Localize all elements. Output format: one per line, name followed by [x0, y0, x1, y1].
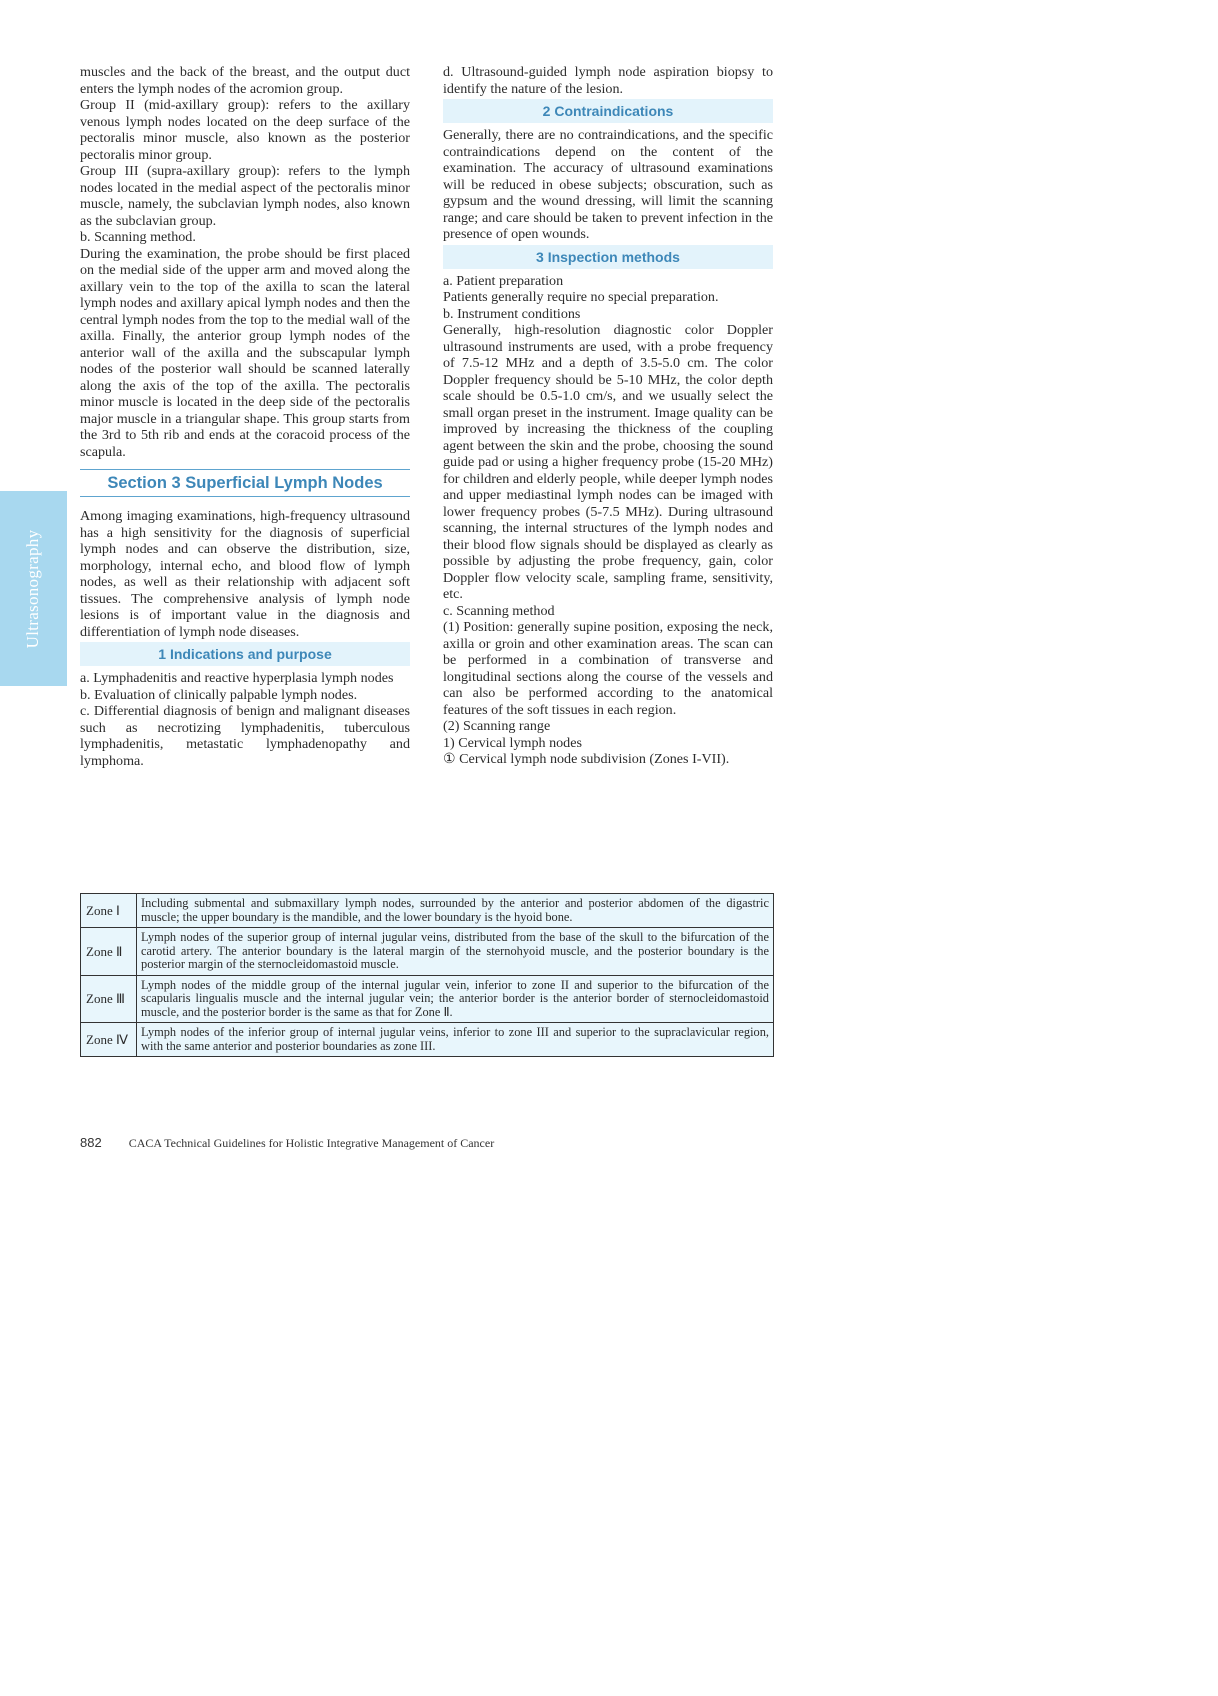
- section-intro: Among imaging examinations, high-frequency ultrasound has a high sensitivity for the diagnosis of superficial lymph nodes and can observe the distribution, size, morphology, internal echo, and blood flow of lymph nodes, as well as their relationship with adjacent soft tissues. The comprehensive analysis of lymph node lesions is of important value in the diagnosis and differentiation of lymph node diseases.: [80, 508, 410, 640]
- paragraph: During the examination, the probe should be first placed on the medial side of the upper arm and moved along the axillary vein to the top of the axilla to scan the lateral lymph nodes and axillary apical lymph nodes and then the central lymph nodes from the top to the medial wall of the axilla. Finally, the anterior group lymph nodes of the anterior wall of the axilla and the subscapular lymph nodes of the posterior wall should be scanned laterally along the axis of the top of the axilla. The pectoralis minor muscle is located in the deep side of the pectoralis major muscle in a triangular shape. This group starts from the 3rd to 5th rib and ends at the coracoid process of the scapula.: [80, 245, 410, 460]
- right-column: [443, 64, 773, 768]
- zone-name: Zone Ⅲ: [81, 975, 137, 1023]
- zone-name: Zone Ⅱ: [81, 928, 137, 976]
- list-item: 1) Cervical lymph nodes: [443, 734, 582, 751]
- inspection-heading: 3 Inspection methods: [443, 245, 773, 269]
- contraindications-heading: 2 Contraindications: [443, 99, 773, 123]
- book-title: CACA Technical Guidelines for Holistic Integrative Management of Cancer: [128, 1136, 495, 1150]
- list-item: ① Cervical lymph node subdivision (Zones I-VII).: [443, 751, 730, 767]
- paragraph: Group II (mid-axillary group): refers to the axillary venous lymph nodes located on the deep surface of the pectoralis minor muscle, also known as the posterior pectoralis minor group.: [80, 97, 410, 163]
- contraindications-text: Generally, there are no contraindications, and the specific contraindications depend on the content of the examination. The accuracy of ultrasound examinations will be reduced in obese subjects; obscuration, such as gypsum and the wound dressing, will limit the scanning range; and care should be taken to prevent infection in the presence of open wounds.: [443, 127, 773, 242]
- zone-name: Zone Ⅳ: [81, 1023, 137, 1057]
- list-item: a. Patient preparation: [443, 272, 564, 289]
- table-row: [81, 894, 774, 928]
- zone-description: Lymph nodes of the inferior group of internal jugular veins, inferior to zone III and superior to the supraclavicular region, with the same anterior and posterior boundaries as zone III.: [137, 1023, 774, 1057]
- paragraph: muscles and the back of the breast, and the output duct enters the lymph nodes of the acromion group.: [80, 64, 410, 97]
- paragraph: b. Scanning method.: [80, 229, 196, 245]
- zone-description: Including submental and submaxillary lymph nodes, surrounded by the anterior and posterior abdomen of the digastric muscle; the upper boundary is the mandible, and the lower boundary is the hyoid bone.: [137, 894, 774, 928]
- zone-name: Zone Ⅰ: [81, 894, 137, 928]
- table-row: [81, 1023, 774, 1057]
- list-item: d. Ultrasound-guided lymph node aspiration biopsy to identify the nature of the lesion.: [443, 64, 773, 97]
- list-item: c. Scanning method: [443, 602, 555, 619]
- list-item: (1) Position: generally supine position, exposing the neck, axilla or groin and other examination areas. The scan can be performed in a combination of transverse and longitudinal sections along the course of the vessels and can also be performed according to the anatomical features of the soft tissues in each region.: [443, 619, 773, 718]
- list-item: Patients generally require no special preparation.: [443, 289, 719, 305]
- list-item: Generally, high-resolution diagnostic color Doppler ultrasound instruments are used, with a probe frequency of 7.5-12 MHz and a depth of 3.5-5.0 cm. The color Doppler frequency should be 5-10 MHz, the color depth scale should be 0.5-1.0 cm/s, and we usually select the small organ preset in the instrument. Image quality can be improved by increasing the thickness of the coupling agent between the skin and the probe, choosing the sound guide pad or using a higher frequency probe (15-20 MHz) for children and elderly people, while deeper lymph nodes and upper mediastinal lymph nodes can be imaged with lower frequency probes (5-7.5 MHz). During ultrasound scanning, the internal structures of the lymph nodes and their blood flow signals should be displayed as clearly as possible by adjusting the probe frequency, gain, color Doppler flow velocity scale, sampling frame, sensitivity, etc.: [443, 322, 773, 602]
- list-item: b. Instrument conditions: [443, 305, 581, 322]
- zone-description: Lymph nodes of the middle group of the internal jugular vein, inferior to zone II and superior to the bifurcation of the scapularis lingualis muscle and the internal jugular vein; the anterior border is the anterior border of sternocleidomastoid muscle, and the posterior border is the same as that for Zone Ⅱ.: [137, 975, 774, 1023]
- list-item: b. Evaluation of clinically palpable lymph nodes.: [80, 686, 358, 703]
- table-row: [81, 928, 774, 976]
- page-number: 882: [80, 1135, 102, 1150]
- table-row: [81, 975, 774, 1023]
- list-item: (2) Scanning range: [443, 718, 551, 734]
- zone-table: [80, 893, 774, 1057]
- section-title: Section 3 Superficial Lymph Nodes: [80, 469, 410, 497]
- list-item: c. Differential diagnosis of benign and malignant diseases such as necrotizing lymphadenitis, tuberculous lymphadenitis, metastatic lymphadenopathy and lymphoma.: [80, 703, 410, 769]
- page-footer: [80, 1135, 494, 1151]
- indications-heading: 1 Indications and purpose: [80, 642, 410, 666]
- list-item: a. Lymphadenitis and reactive hyperplasia lymph nodes: [80, 670, 394, 686]
- paragraph: Group III (supra-axillary group): refers to the lymph nodes located in the medial aspect of the pectoralis minor muscle, namely, the subclavian lymph nodes, also known as the subclavian group.: [80, 163, 410, 229]
- zone-description: Lymph nodes of the superior group of internal jugular veins, distributed from the base of the skull to the bifurcation of the carotid artery. The anterior boundary is the lateral margin of the sternohyoid muscle, and the posterior boundary is the posterior margin of the sternocleidomastoid muscle.: [137, 928, 774, 976]
- side-tab-label: Ultrasonography: [23, 529, 42, 649]
- left-column: [80, 64, 410, 769]
